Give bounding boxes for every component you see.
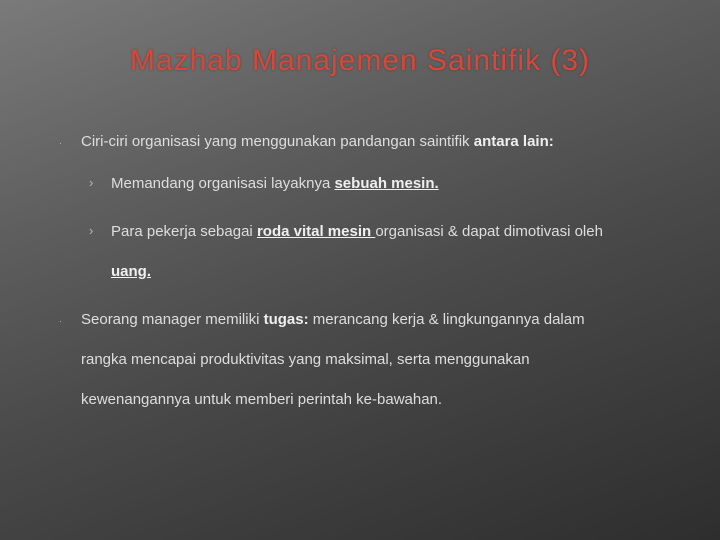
sub-bullet-arrow-icon: › xyxy=(89,175,94,190)
bullet-1-prefix: Ciri-ciri organisasi yang menggunakan pandangan saintifik xyxy=(81,133,474,150)
sub-bullet-2-suffix: organisasi & dapat dimotivasi oleh xyxy=(375,223,603,240)
sub-bullet-1-emphasis: sebuah mesin. xyxy=(334,175,439,192)
sub-bullet-2-text xyxy=(111,222,603,242)
sub-bullet-2-line2 xyxy=(111,262,151,282)
sub-bullet-arrow-icon: › xyxy=(89,223,94,238)
bullet-2-suffix: merancang kerja & lingkungannya dalam xyxy=(308,311,585,328)
bullet-dot-icon: · xyxy=(59,316,62,326)
slide-title: Mazhab Manajemen Saintifik (3) xyxy=(129,44,591,77)
sub-bullet-1-text xyxy=(111,174,439,194)
sub-bullet-1-prefix: Memandang organisasi layaknya xyxy=(111,175,335,192)
bullet-1-emphasis: antara lain: xyxy=(473,133,554,150)
sub-bullet-2-emphasis: roda vital mesin xyxy=(256,223,376,240)
bullet-2-emphasis: tugas: xyxy=(263,311,309,328)
sub-bullet-2-line2-emphasis: uang. xyxy=(111,263,151,280)
sub-bullet-2-prefix: Para pekerja sebagai xyxy=(111,223,257,240)
bullet-2-line2: rangka mencapai produktivitas yang maksimal, serta menggunakan xyxy=(81,351,530,368)
bullet-2-text xyxy=(81,310,585,330)
bullet-1-text xyxy=(81,132,554,152)
bullet-2-line3: kewenangannya untuk memberi perintah ke-bawahan. xyxy=(81,391,443,408)
bullet-2-prefix: Seorang manager memiliki xyxy=(81,311,264,328)
bullet-dot-icon: · xyxy=(59,138,62,148)
